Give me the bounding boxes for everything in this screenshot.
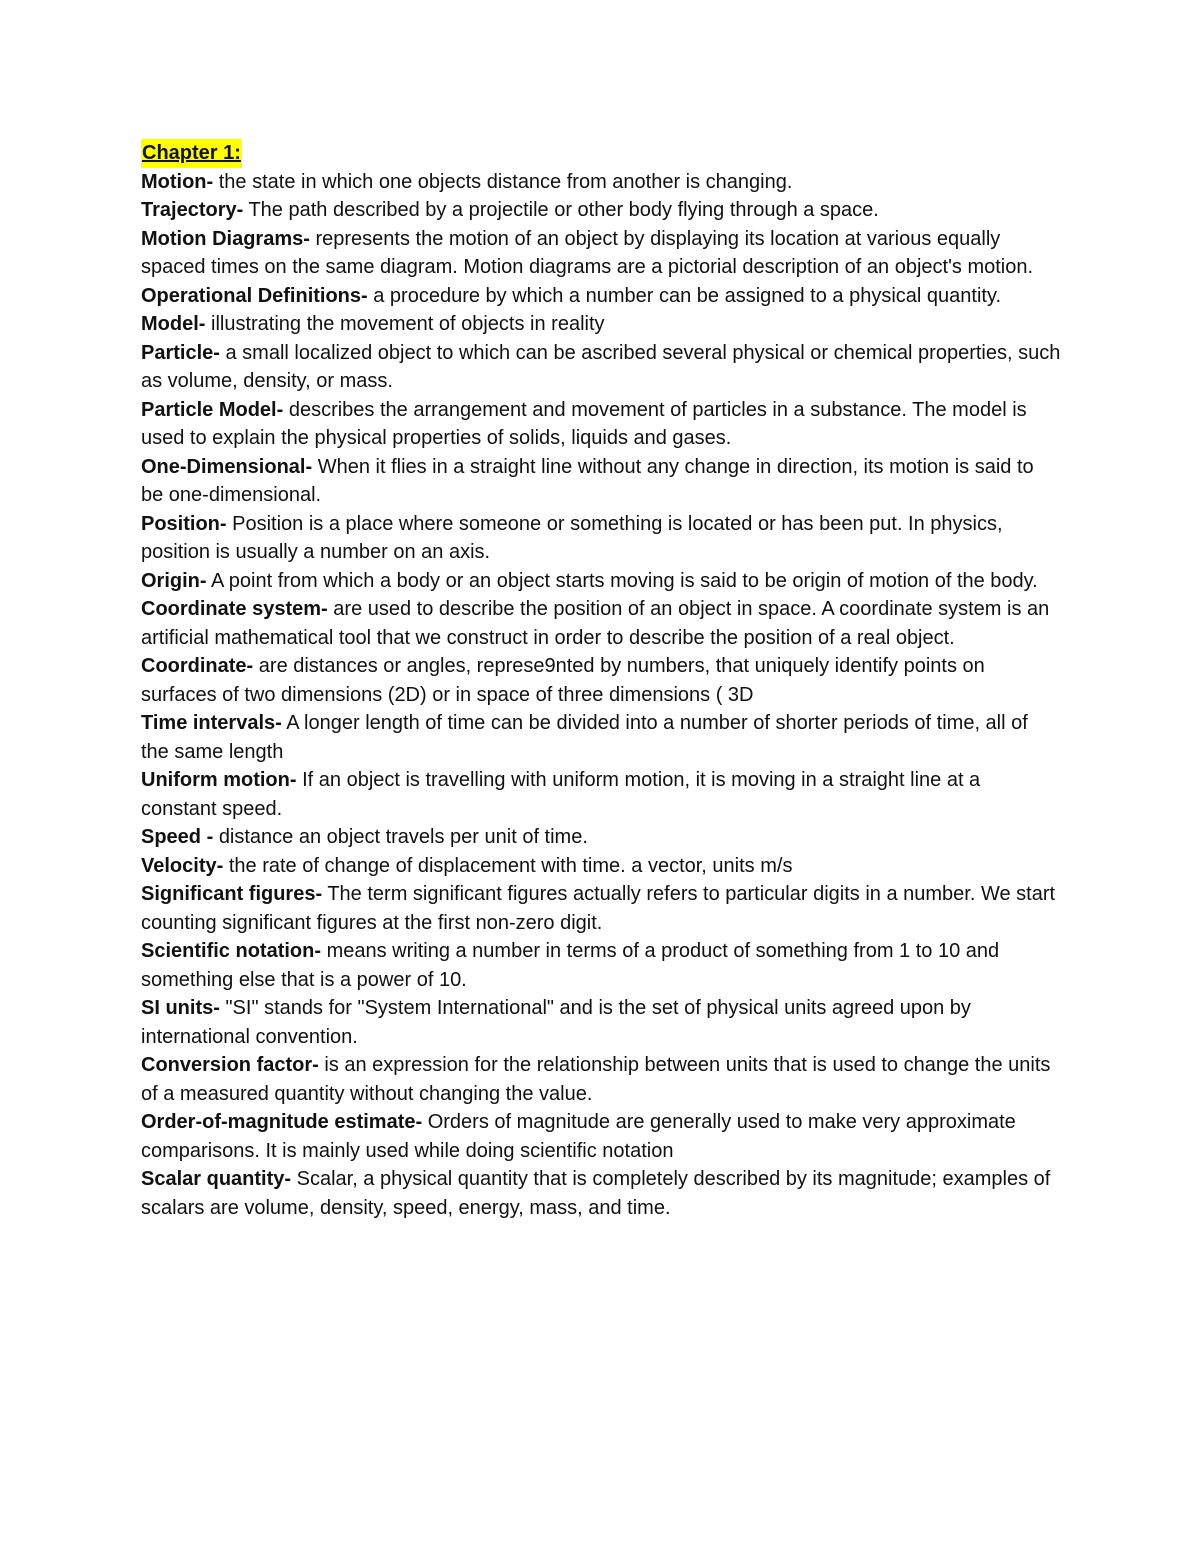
definition-entry <box>141 880 1061 937</box>
definition-entry <box>141 310 1061 339</box>
definition-text: The term significant figures actually refers to particular digits in a number. We start counting significant figures at the first non-zero digit. <box>141 883 1056 934</box>
definition-term: Operational Definitions- <box>141 284 368 307</box>
definition-entry <box>141 567 1061 596</box>
definition-entry <box>141 766 1061 823</box>
definition-term: Position- <box>141 512 227 535</box>
definition-text: A point from which a body or an object starts moving is said to be origin of motion of the body. <box>211 569 1038 592</box>
definition-term: Model- <box>141 313 206 335</box>
definition-term: Trajectory- <box>141 199 244 221</box>
definition-term: Order-of-magnitude estimate- <box>141 1111 423 1133</box>
definition-entry <box>141 196 1061 225</box>
definition-text: If an object is travelling with uniform motion, it is moving in a straight line at a constant speed. <box>141 769 981 820</box>
definition-term: Time intervals- <box>141 712 282 734</box>
definition-text: represents the motion of an object by displaying its location at various equally spaced times on the same diagram. Motion diagrams are a pictorial description of an object's motion. <box>141 227 1034 278</box>
definition-term: Motion- <box>141 170 214 193</box>
definition-entry <box>141 823 1061 852</box>
definition-text: the state in which one objects distance from another is changing. <box>218 170 793 193</box>
definition-text: the rate of change of displacement with time. a vector, units m/s <box>228 854 793 877</box>
definition-entry <box>141 510 1061 567</box>
definition-text: are distances or angles, represe9nted by numbers, that uniquely identify points on surfaces of two dimensions (2D) or in space of three dimensions ( 3D <box>141 655 985 706</box>
definition-text: Orders of magnitude are generally used to make very approximate comparisons. It is mainly used while doing scientific notation <box>141 1111 1016 1162</box>
definition-entry <box>141 1165 1061 1222</box>
definition-text: The path described by a projectile or other body flying through a space. <box>248 199 879 221</box>
definition-term: SI units- <box>141 997 220 1019</box>
definition-term: Particle Model- <box>141 398 284 421</box>
definition-text: illustrating the movement of objects in reality <box>211 313 605 335</box>
definition-entry <box>141 1108 1061 1165</box>
definition-text: are used to describe the position of an object in space. A coordinate system is an artificial mathematical tool that we construct in order to describe the position of a real object. <box>141 598 1050 649</box>
definition-text: Position is a place where someone or something is located or has been put. In physics, position is usually a number on an axis. <box>141 512 1003 563</box>
definition-text: means writing a number in terms of a product of something from 1 to 10 and something else that is a power of 10. <box>141 940 1000 991</box>
definition-entry <box>141 852 1061 881</box>
definition-term: Scientific notation- <box>141 940 321 962</box>
definition-text: a procedure by which a number can be assigned to a physical quantity. <box>373 284 1002 307</box>
definition-entry <box>141 652 1061 709</box>
definition-text: Scalar, a physical quantity that is completely described by its magnitude; examples of scalars are volume, density, speed, energy, mass, and time. <box>141 1168 1051 1219</box>
definition-entry <box>141 595 1061 652</box>
definition-entry <box>141 396 1061 453</box>
definition-entry <box>141 339 1061 396</box>
definition-term: Coordinate system- <box>141 598 328 620</box>
definition-term: Coordinate- <box>141 655 254 677</box>
chapter-heading-line <box>141 139 1061 168</box>
definition-entry <box>141 994 1061 1051</box>
definition-term: Conversion factor- <box>141 1054 319 1076</box>
definition-term: Particle- <box>141 341 220 364</box>
definition-term: Velocity- <box>141 854 224 877</box>
definition-term: One-Dimensional- <box>141 455 313 478</box>
definition-term: Significant figures- <box>141 883 323 905</box>
definition-text: describes the arrangement and movement of particles in a substance. The model is used to explain the physical properties of solids, liquids and gases. <box>141 398 1027 449</box>
document-page <box>141 139 1061 1222</box>
definition-term: Motion Diagrams- <box>141 227 310 250</box>
definition-entry <box>141 282 1061 311</box>
definition-entry <box>141 937 1061 994</box>
definition-text: distance an object travels per unit of time. <box>218 826 588 848</box>
definition-entry <box>141 225 1061 282</box>
definition-text: "SI" stands for "System International" and is the set of physical units agreed upon by international convention. <box>141 997 971 1048</box>
definition-term: Speed - <box>141 826 214 848</box>
definition-entry <box>141 1051 1061 1108</box>
definition-term: Scalar quantity- <box>141 1168 292 1190</box>
definition-list <box>141 168 1061 1223</box>
definition-entry <box>141 453 1061 510</box>
definition-entry <box>141 168 1061 197</box>
definition-entry <box>141 709 1061 766</box>
definition-text: a small localized object to which can be ascribed several physical or chemical properties, such as volume, density, or mass. <box>141 341 1061 392</box>
definition-term: Uniform motion- <box>141 769 297 791</box>
definition-text: When it flies in a straight line without any change in direction, its motion is said to be one-dimensional. <box>141 455 1034 506</box>
definition-term: Origin- <box>141 569 207 592</box>
definition-text: A longer length of time can be divided into a number of shorter periods of time, all of the same length <box>141 712 1028 763</box>
definition-text: is an expression for the relationship between units that is used to change the units of a measured quantity without changing the value. <box>141 1054 1051 1105</box>
chapter-heading: Chapter 1: <box>141 139 242 168</box>
